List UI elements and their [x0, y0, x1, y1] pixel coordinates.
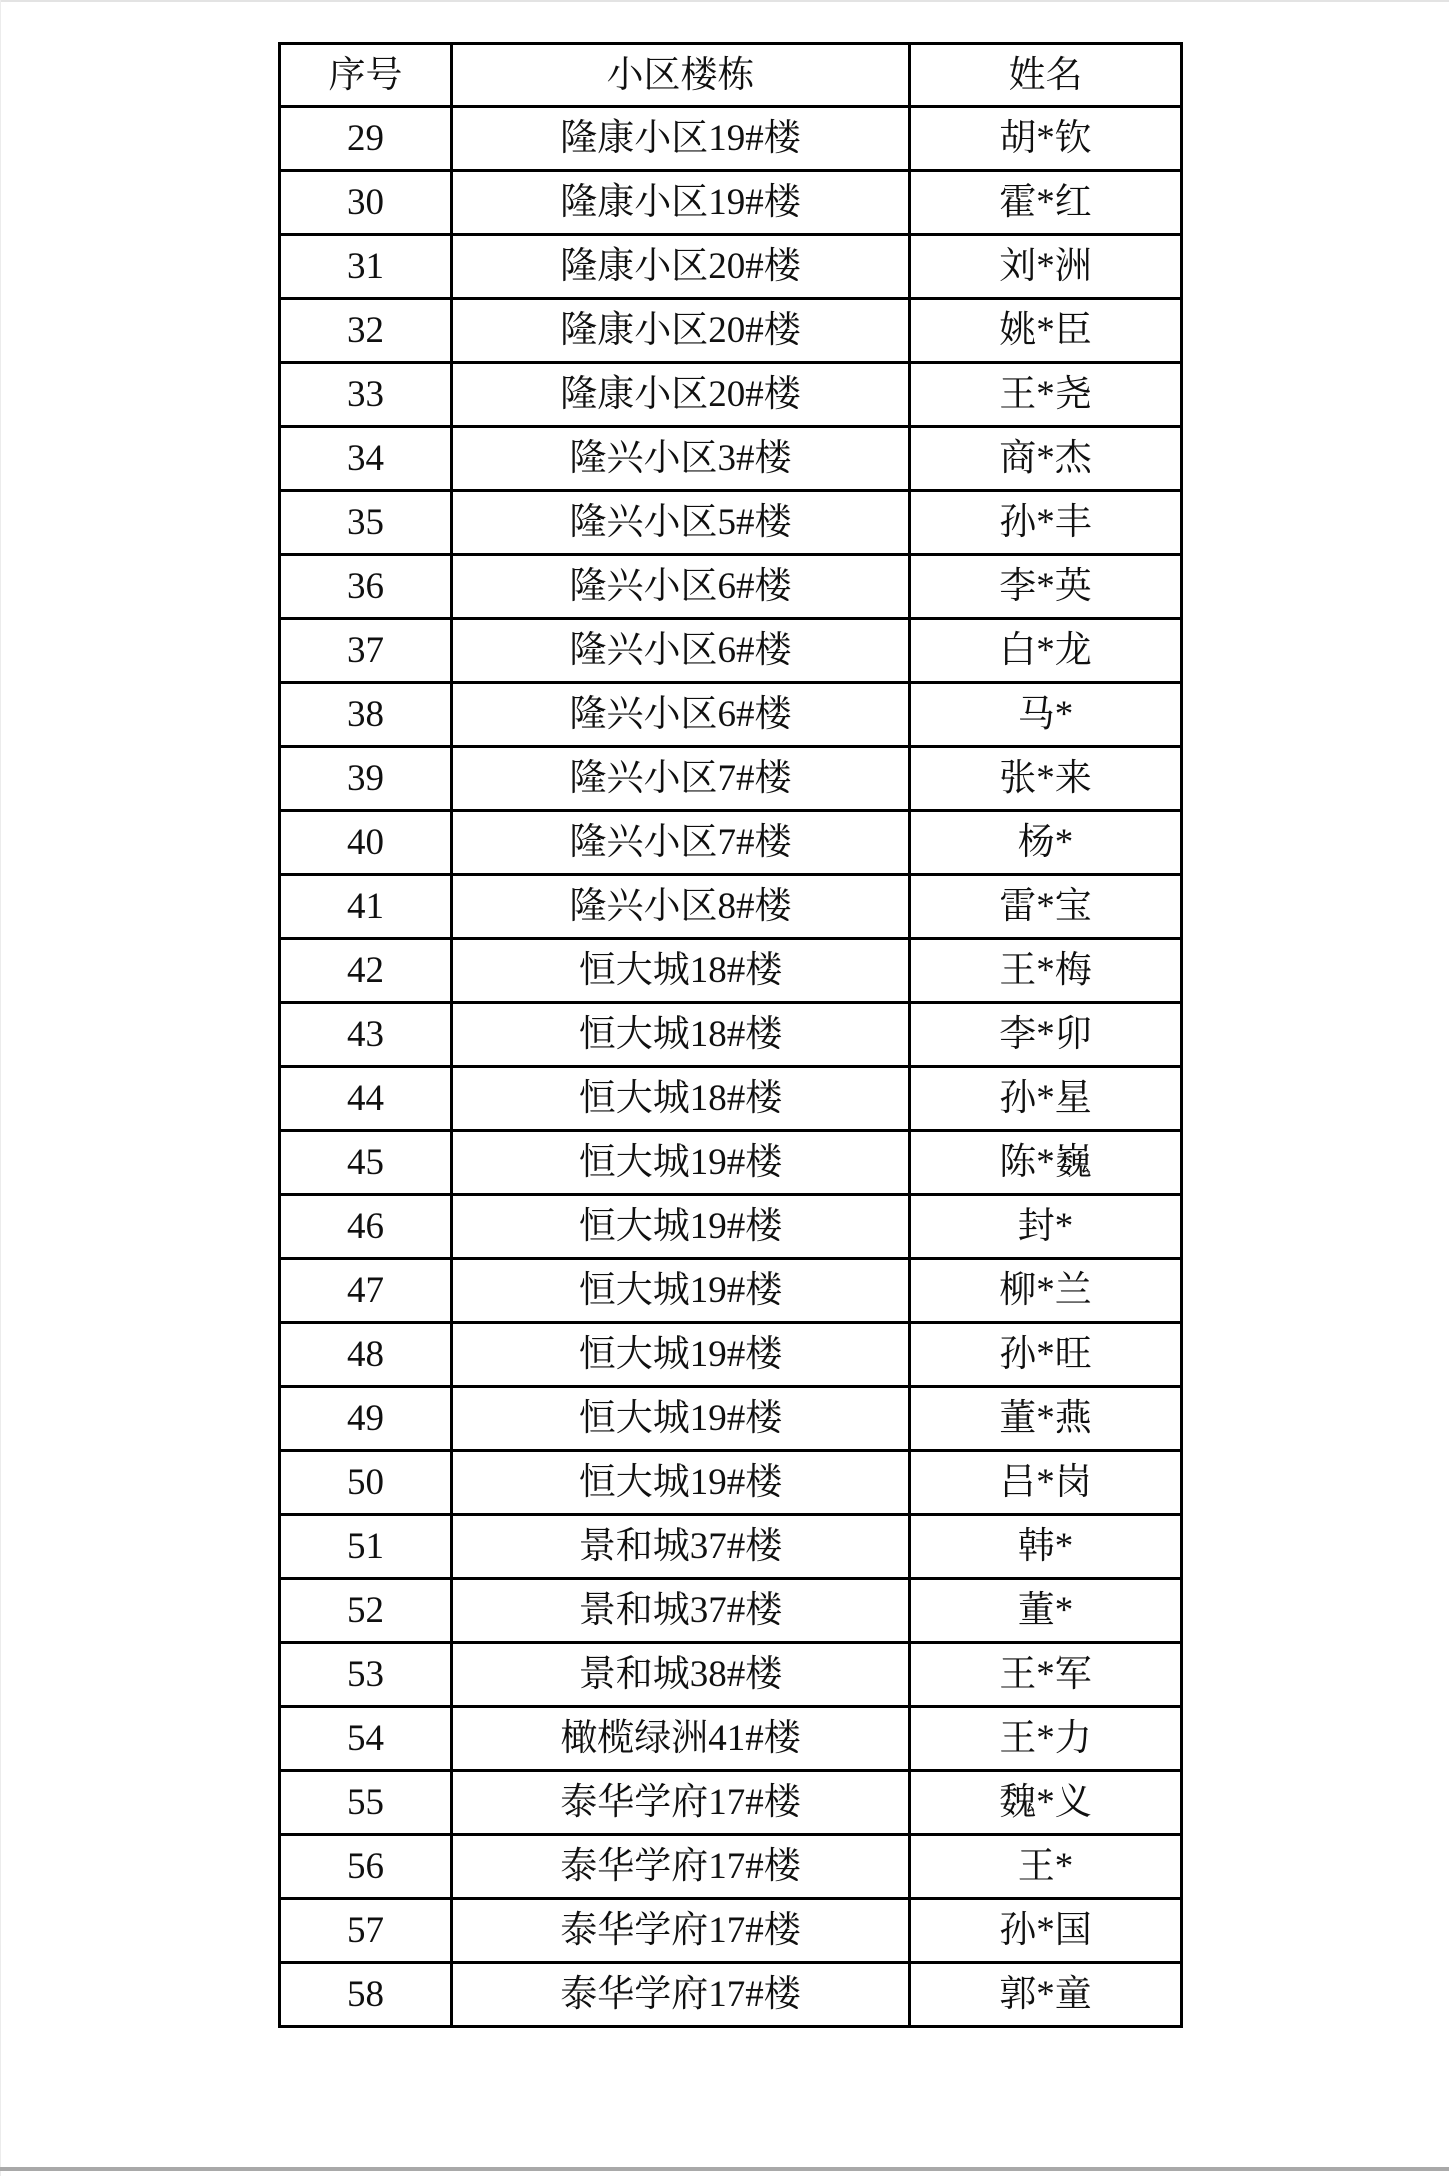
serial-cell: 53 — [280, 1643, 452, 1707]
serial-cell: 42 — [280, 939, 452, 1003]
building-cell: 泰华学府17#楼 — [452, 1899, 910, 1963]
table-row — [280, 1835, 1182, 1899]
building-cell: 恒大城19#楼 — [452, 1131, 910, 1195]
table-row — [280, 619, 1182, 683]
name-cell: 陈*巍 — [910, 1131, 1182, 1195]
serial-cell: 50 — [280, 1451, 452, 1515]
table-row — [280, 363, 1182, 427]
serial-cell: 31 — [280, 235, 452, 299]
building-cell: 恒大城18#楼 — [452, 939, 910, 1003]
table-row — [280, 1515, 1182, 1579]
building-cell: 隆兴小区5#楼 — [452, 491, 910, 555]
building-cell: 隆兴小区3#楼 — [452, 427, 910, 491]
serial-cell: 38 — [280, 683, 452, 747]
name-cell: 姚*臣 — [910, 299, 1182, 363]
resident-roster-table — [278, 42, 1183, 2028]
building-cell: 隆康小区19#楼 — [452, 107, 910, 171]
table-row — [280, 1707, 1182, 1771]
building-cell: 橄榄绿洲41#楼 — [452, 1707, 910, 1771]
serial-cell: 48 — [280, 1323, 452, 1387]
table-row — [280, 171, 1182, 235]
table-row — [280, 1451, 1182, 1515]
serial-cell: 49 — [280, 1387, 452, 1451]
building-cell: 隆康小区20#楼 — [452, 235, 910, 299]
header-serial-number: 序号 — [280, 44, 452, 107]
table-row — [280, 1643, 1182, 1707]
name-cell: 封* — [910, 1195, 1182, 1259]
table-row — [280, 1067, 1182, 1131]
name-cell: 孙*丰 — [910, 491, 1182, 555]
table-row — [280, 747, 1182, 811]
name-cell: 孙*旺 — [910, 1323, 1182, 1387]
name-cell: 魏*义 — [910, 1771, 1182, 1835]
name-cell: 商*杰 — [910, 427, 1182, 491]
serial-cell: 57 — [280, 1899, 452, 1963]
serial-cell: 52 — [280, 1579, 452, 1643]
name-cell: 李*英 — [910, 555, 1182, 619]
name-cell: 雷*宝 — [910, 875, 1182, 939]
name-cell: 胡*钦 — [910, 107, 1182, 171]
building-cell: 景和城37#楼 — [452, 1579, 910, 1643]
table-row — [280, 235, 1182, 299]
table-header-row — [280, 44, 1182, 107]
name-cell: 霍*红 — [910, 171, 1182, 235]
header-name: 姓名 — [910, 44, 1182, 107]
building-cell: 恒大城19#楼 — [452, 1195, 910, 1259]
building-cell: 恒大城19#楼 — [452, 1259, 910, 1323]
name-cell: 李*卯 — [910, 1003, 1182, 1067]
table-row — [280, 555, 1182, 619]
name-cell: 孙*星 — [910, 1067, 1182, 1131]
serial-cell: 33 — [280, 363, 452, 427]
serial-cell: 35 — [280, 491, 452, 555]
table-row — [280, 1771, 1182, 1835]
serial-cell: 34 — [280, 427, 452, 491]
serial-cell: 43 — [280, 1003, 452, 1067]
building-cell: 景和城38#楼 — [452, 1643, 910, 1707]
building-cell: 泰华学府17#楼 — [452, 1771, 910, 1835]
building-cell: 泰华学府17#楼 — [452, 1835, 910, 1899]
building-cell: 隆兴小区7#楼 — [452, 811, 910, 875]
name-cell: 郭*童 — [910, 1963, 1182, 2027]
building-cell: 恒大城19#楼 — [452, 1387, 910, 1451]
serial-cell: 36 — [280, 555, 452, 619]
serial-cell: 58 — [280, 1963, 452, 2027]
table-row — [280, 1963, 1182, 2027]
building-cell: 隆康小区20#楼 — [452, 299, 910, 363]
table-row — [280, 1579, 1182, 1643]
name-cell: 王*梅 — [910, 939, 1182, 1003]
building-cell: 隆兴小区6#楼 — [452, 619, 910, 683]
name-cell: 王*尧 — [910, 363, 1182, 427]
table-row — [280, 1259, 1182, 1323]
name-cell: 杨* — [910, 811, 1182, 875]
name-cell: 吕*岗 — [910, 1451, 1182, 1515]
serial-cell: 54 — [280, 1707, 452, 1771]
table-row — [280, 683, 1182, 747]
name-cell: 张*来 — [910, 747, 1182, 811]
serial-cell: 55 — [280, 1771, 452, 1835]
table-row — [280, 1899, 1182, 1963]
serial-cell: 44 — [280, 1067, 452, 1131]
building-cell: 隆兴小区6#楼 — [452, 683, 910, 747]
page-top-hairline — [0, 0, 1449, 2]
table-row — [280, 1195, 1182, 1259]
table-row — [280, 427, 1182, 491]
name-cell: 王*力 — [910, 1707, 1182, 1771]
name-cell: 韩* — [910, 1515, 1182, 1579]
building-cell: 恒大城19#楼 — [452, 1323, 910, 1387]
name-cell: 孙*国 — [910, 1899, 1182, 1963]
building-cell: 泰华学府17#楼 — [452, 1963, 910, 2027]
table-row — [280, 939, 1182, 1003]
serial-cell: 51 — [280, 1515, 452, 1579]
table-row — [280, 1387, 1182, 1451]
table-row — [280, 299, 1182, 363]
building-cell: 恒大城18#楼 — [452, 1003, 910, 1067]
name-cell: 刘*洲 — [910, 235, 1182, 299]
table-row — [280, 875, 1182, 939]
serial-cell: 45 — [280, 1131, 452, 1195]
name-cell: 白*龙 — [910, 619, 1182, 683]
table-row — [280, 1323, 1182, 1387]
serial-cell: 32 — [280, 299, 452, 363]
building-cell: 隆兴小区8#楼 — [452, 875, 910, 939]
table-row — [280, 811, 1182, 875]
serial-cell: 39 — [280, 747, 452, 811]
building-cell: 隆兴小区7#楼 — [452, 747, 910, 811]
table-body — [280, 107, 1182, 2027]
serial-cell: 29 — [280, 107, 452, 171]
table-row — [280, 107, 1182, 171]
serial-cell: 41 — [280, 875, 452, 939]
serial-cell: 30 — [280, 171, 452, 235]
serial-cell: 46 — [280, 1195, 452, 1259]
page-left-hairline — [0, 0, 1, 2176]
table-row — [280, 1131, 1182, 1195]
building-cell: 隆康小区19#楼 — [452, 171, 910, 235]
header-building: 小区楼栋 — [452, 44, 910, 107]
table-row — [280, 1003, 1182, 1067]
page-bottom-divider — [0, 2167, 1449, 2171]
name-cell: 马* — [910, 683, 1182, 747]
building-cell: 隆康小区20#楼 — [452, 363, 910, 427]
building-cell: 恒大城19#楼 — [452, 1451, 910, 1515]
building-cell: 景和城37#楼 — [452, 1515, 910, 1579]
building-cell: 恒大城18#楼 — [452, 1067, 910, 1131]
serial-cell: 40 — [280, 811, 452, 875]
name-cell: 董* — [910, 1579, 1182, 1643]
serial-cell: 47 — [280, 1259, 452, 1323]
serial-cell: 56 — [280, 1835, 452, 1899]
name-cell: 柳*兰 — [910, 1259, 1182, 1323]
name-cell: 王*军 — [910, 1643, 1182, 1707]
name-cell: 王* — [910, 1835, 1182, 1899]
serial-cell: 37 — [280, 619, 452, 683]
name-cell: 董*燕 — [910, 1387, 1182, 1451]
table-row — [280, 491, 1182, 555]
building-cell: 隆兴小区6#楼 — [452, 555, 910, 619]
